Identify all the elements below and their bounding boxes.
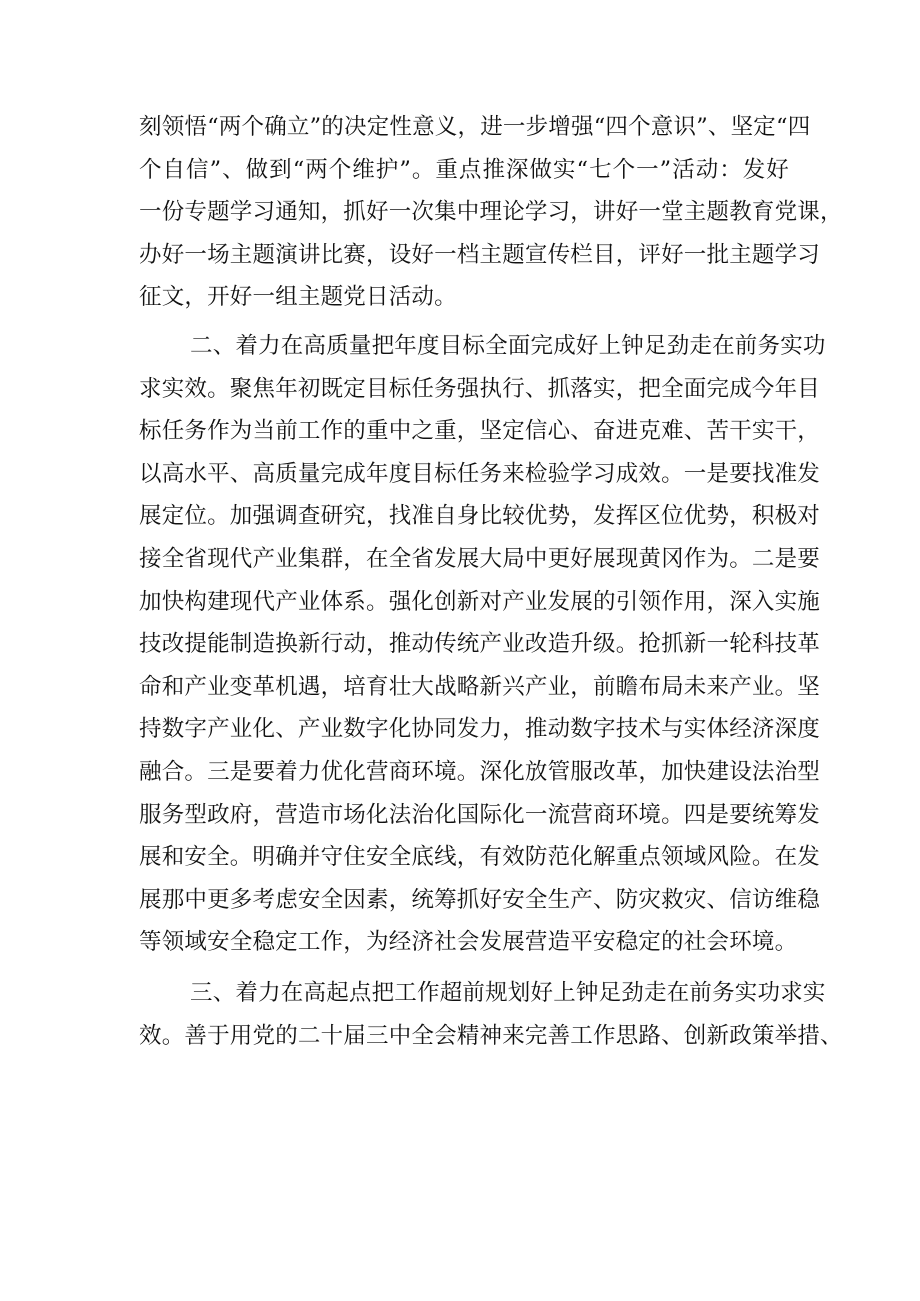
text-line: 融合。三是要着力优化营商环境。深化放管服改革，加快建设法治型 [139,759,821,785]
text-line: 一份专题学习通知，抓好一次集中理论学习，讲好一堂主题教育党课， [139,199,843,226]
text-line: 展和安全。明确并守住安全底线，有效防范化解重点领域风险。在发 [139,844,821,871]
text-line: 三、着力在高起点把工作超前规划好上钟足劲走在前务实功求实 [190,980,826,1006]
text-line: 刻领悟“两个确立”的决定性意义，进一步增强“四个意识”、坚定“四 [139,114,811,140]
text-line: 服务型政府，营造市场化法治化国际化一流营商环境。四是要统筹发 [139,801,821,828]
text-line: 持数字产业化、产业数字化协同发力，推动数字技术与实体经济深度 [139,716,821,743]
text-line: 征文，开好一组主题党日活动。 [139,284,457,311]
text-line: 技改提能制造换新行动，推动传统产业改造升级。抢抓新一轮科技革 [139,631,821,658]
text-line: 等领域安全稳定工作，为经济社会发展营造平安稳定的社会环境。 [139,929,798,956]
text-line: 展那中更多考虑安全因素，统筹抓好安全生产、防灾救灾、信访维稳 [139,886,821,913]
text-line: 加快构建现代产业体系。强化创新对产业发展的引领作用，深入实施 [139,588,821,615]
text-line: 个自信”、做到“两个维护”。重点推深做实“七个一”活动：发好 [139,156,789,183]
text-line: 办好一场主题演讲比赛，设好一档主题宣传栏目，评好一批主题学习 [139,241,821,268]
text-line: 效。善于用党的二十届三中全会精神来完善工作思路、创新政策举措、 [139,1022,843,1049]
text-line: 标任务作为当前工作的重中之重，坚定信心、奋进克难、苦干实干， [139,418,821,445]
text-line: 以高水平、高质量完成年度目标任务来检验学习成效。一是要找准发 [139,460,821,487]
text-line: 二、着力在高质量把年度目标全面完成好上钟足劲走在前务实功 [190,333,826,359]
text-line: 命和产业变革机遇，培育壮大战略新兴产业，前瞻布局未来产业。坚 [139,673,821,700]
text-line: 展定位。加强调查研究，找准自身比较优势，发挥区位优势，积极对 [139,503,821,530]
text-line: 接全省现代产业集群，在全省发展大局中更好展现黄冈作为。二是要 [139,546,821,572]
text-line: 求实效。聚焦年初既定目标任务强执行、抓落实，把全面完成今年目 [139,375,821,402]
